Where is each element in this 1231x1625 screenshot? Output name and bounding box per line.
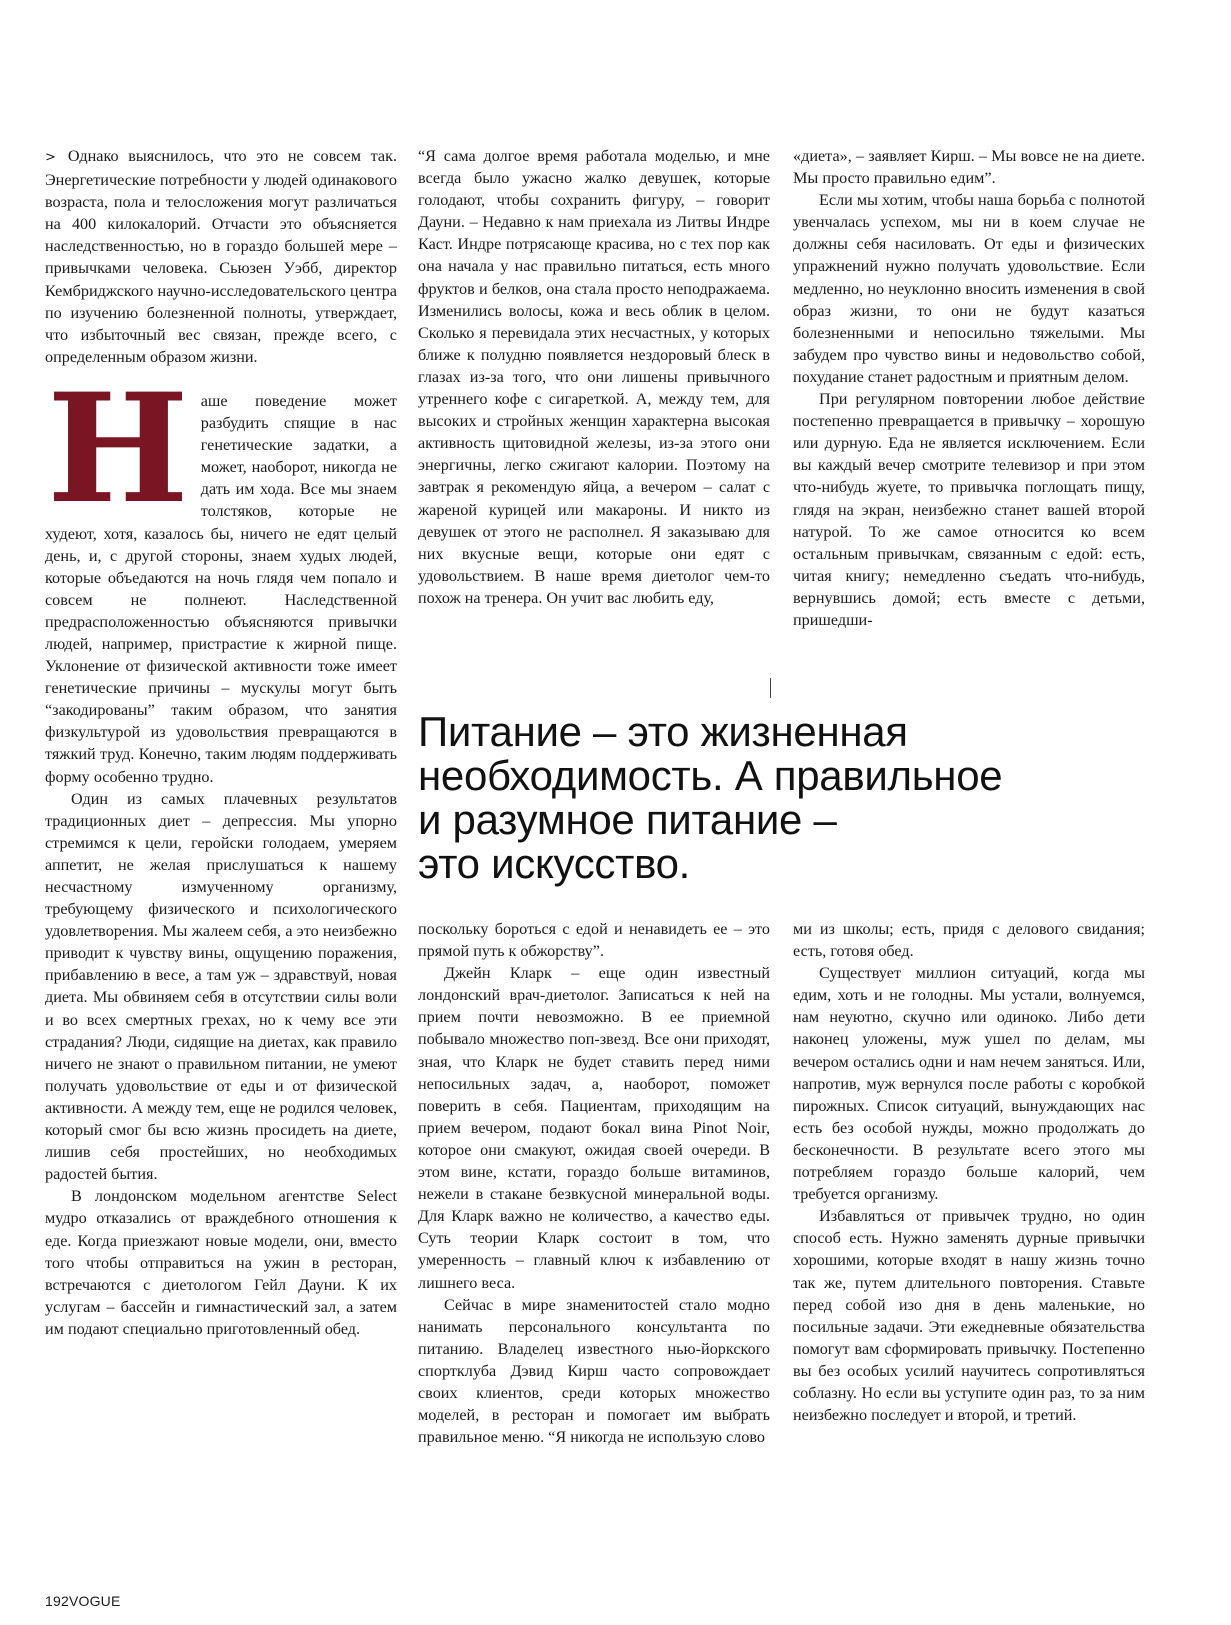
pull-quote [418,710,1178,886]
pull-quote-line: это искусство. [418,840,691,887]
pull-quote-line: Питание – это жизненная [418,708,908,755]
paragraph: Один из самых плачевных результатов традиционных диет – депрессия. Мы упорно стремимся к цели, геройски голодаем, умеряем аппетит, не желая прислушаться к нашему несчастному измученному организму, требующему физического и психологического удовлетворения. Мы жалеем себя, а это неизбежно приводит к чувству вины, ощущению поражения, прибавлению в весе, а там уж – здравствуй, новая диета. Мы обвиняем себя в отсутствии силы воли и во всех смертных грехах, но к чему все эти страдания? Люди, сидящие на диетах, как правило ничего не знают о правильном питании, не умеют получать удовольствие от еды и от физической активности. А между тем, еще не родился человек, который смог бы всю жизнь просидеть на диете, лишив себя простейших, но необходимых радостей бытия. [45,789,398,1184]
pull-quote-line: и разумное питание – [418,796,837,843]
paragraph-with-dropcap: Наше поведение может разбудить спящие в нас генетические задатки, а может, наоборот, никогда не дать им хода. Все мы знаем толстяков, которые не худеют, хотя, казалось бы, ничего не едят целый день, и, с другой стороны, знаем худых людей, которые объедаются на ночь глядя чем попало и совсем не полнеют. Наследственной предрасположенностью объясняются привычки людей, например, пристрастие к жирной пище. Уклонение от физической активности тоже имеет генетические причины – мускулы могут быть “закодированы” таким образом, что занятия физкультурой из удовольствия превращаются в тяжкий труд. Конечно, таким людям поддерживать форму особенно трудно. [45,360,397,786]
article-column-3-top [793,145,1145,631]
paragraph: Существует миллион ситуаций, когда мы едим, хоть и не голодны. Мы устали, волнуемся, нам неуютно, скучно или одиноко. Либо дети наконец уложены, муж ушел по делам, мы вечером остались одни и нам нечем заняться. Или, напротив, муж вернулся после работы с коробкой пирожных. Список ситуаций, вынуждающих нас есть без особой нужды, можно продолжать до бесконечности. В результате всего этого мы потребляем гораздо больше калорий, чем требуется организму. [793,964,1145,1204]
continuation-arrow-icon: > [45,150,56,165]
paragraph: > Однако выяснилось, что это не совсем так. Энергетические потребности у людей одинакового возраста, пола и телосложения могут различаться на 400 килокалорий. Отчасти это объясняется наследственностью, но в гораздо большей мере – привычками человека. Сьюзен Уэбб, директор Кембриджского научно-исследовательского центра по изучению болезненной полноты, утверждает, что избыточный вес связан, прежде всего, с определенным образом жизни. [45,147,397,366]
paragraph: Сейчас в мире знаменитостей стало модно нанимать персонального консультанта по питанию. Владелец известного нью-йоркского спортклуба Дэвид Кирш часто сопровождает своих клиентов, среди которых множество моделей, в ресторан и помогает им выбрать правильное меню. “Я никогда не использую слово [418,1295,770,1447]
article-column-1 [45,145,397,1340]
paragraph: ми из школы; есть, придя с делового свидания; есть, готовя обед. [793,920,1145,961]
paragraph: При регулярном повторении любое действие постепенно превращается в привычку – хорошую или дурную. Еда не является исключением. Если вы каждый вечер смотрите телевизор и при этом что-нибудь жуете, то привычка поглощать пищу, глядя на экран, неизбежно станет вашей второй натурой. То же самое относится ко всем остальным привычкам, связанным с едой: есть, читая книгу; немедленно съедать что-нибудь, вернувшись домой; есть вместе с детьми, пришедши- [793,390,1145,629]
paragraph: поскольку бороться с едой и ненавидеть ее – это прямой путь к обжорству”. [418,920,770,961]
column-divider [770,678,771,698]
paragraph: Если мы хотим, чтобы наша борьба с полнотой увенчалась успехом, мы ни в коем случае не должны себя насиловать. От еды и физических упражнений нужно получать удовольствие. Если медленно, но неуклонно вносить изменения в свой образ жизни, то они не будут казаться болезненными и непосильно тяжелыми. Мы забудем про чувство вины и недовольство собой, похудание станет радостным и приятным делом. [793,191,1145,386]
paragraph: Избавляться от привычек трудно, но один способ есть. Нужно заменять дурные привычки хорошими, которые входят в нашу жизнь точно так же, путем длительного повторения. Ставьте перед собой изо дня в день маленькие, но посильные задачи. Эти ежедневные обязательства помогут вам сформировать привычку. Постепенно вы без особых усилий научитесь сопротивляться соблазну. Но если вы уступите один раз, то за ним неизбежно последует и второй, и третий. [793,1207,1145,1425]
drop-cap: Н [47,360,189,537]
paragraph: Джейн Кларк – еще один известный лондонский врач-диетолог. Записаться к ней на прием почти невозможно. В ее приемной побывало множество поп-звезд. Все они приходят, зная, что Кларк не будет ставить перед ними непосильных задач, а, наоборот, поможет поверить в себя. Пациентам, приходящим на прием вечером, подают бокал вина Pinot Noir, которое они смакуют, ожидая своей очереди. В этом вине, кстати, гораздо больше витаминов, нежели в стакане безвкусной минеральной воды. Для Кларк важно не количество, а качество еды. Суть теории Кларк состоит в том, что умеренность – главный ключ к избавлению от лишнего веса. [418,964,770,1292]
article-column-2-top [418,145,770,609]
paragraph: В лондонском модельном агентстве Select мудро отказались от враждебного отношения к еде. Когда приезжают новые модели, они, вместо того чтобы отправиться на ужин в ресторан, встречаются с диетологом Гейл Дауни. К их услугам – бассейн и гимнастический зал, а затем им подают специально приготовленный обед. [45,1187,397,1338]
article-column-2-bottom [418,918,770,1448]
article-column-3-bottom [793,918,1145,1426]
pull-quote-line: необходимость. А правильное [418,752,1003,799]
paragraph: “Я сама долгое время работала моделью, и мне всегда было ужасно жалко девушек, которые голодают, чтобы сохранить фигуру, – говорит Дауни. – Недавно к нам приехала из Литвы Индре Каст. Индре потрясающе красива, но с тех пор как она начала у нас правильно питаться, есть много фруктов и белков, она стала просто неподражаема. Изменились волосы, кожа и весь облик в целом. Сколько я перевидала этих несчастных, у которых ближе к полудню появляется нездоровый блеск в глазах из-за того, что они лишены привычного утреннего кофе с сигареткой. А, между тем, для высоких и стройных женщин характерна высокая активность щитовидной железы, из-за этого они энергичны, легко сжигают калории. Поэтому на завтрак я рекомендую яйца, а вечером – салат с жареной курицей или макароны. И никто из девушек от этого не располнел. Я заказываю для них вкусные вещи, которые они едят с удовольствием. В наше время диетолог чем-то похож на тренера. Он учит вас любить еду, [418,147,770,607]
paragraph: «диета», – заявляет Кирш. – Мы вовсе не на диете. Мы просто правильно едим”. [793,147,1145,188]
page-folio: 192VOGUE [45,1593,121,1609]
